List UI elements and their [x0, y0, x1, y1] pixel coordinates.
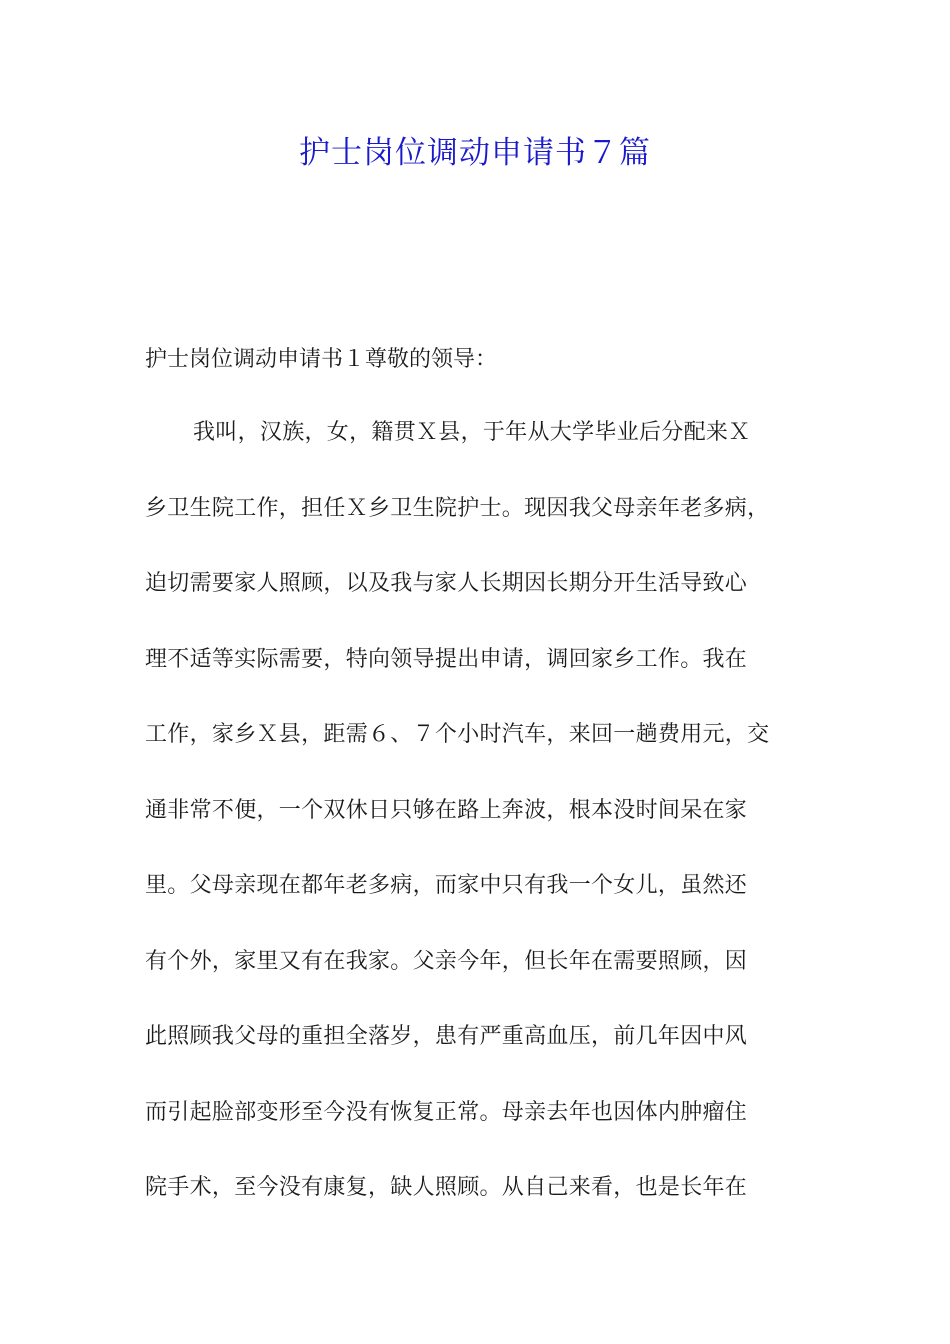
paragraph-line: 而引起脸部变形至今没有恢复正常。母亲去年也因体内肿瘤住	[145, 1099, 748, 1125]
paragraph-line: 有个外，家里又有在我家。父亲今年，但长年在需要照顾，因	[145, 948, 748, 974]
paragraph-line: 理不适等实际需要，特向领导提出申请，调回家乡工作。我在	[145, 646, 748, 672]
document-title: 护士岗位调动申请书７篇	[299, 135, 651, 171]
paragraph-line: 此照顾我父母的重担全落岁，患有严重高血压，前几年因中风	[145, 1024, 748, 1049]
paragraph-line: 院手术，至今没有康复，缺人照顾。从自己来看，也是长年在	[145, 1175, 748, 1200]
section-heading: 护士岗位调动申请书１尊敬的领导：	[145, 347, 498, 372]
paragraph-line: 迫切需要家人照顾，以及我与家人长期因长期分开生活导致心	[145, 571, 748, 596]
paragraph-line: 我叫，汉族，女，籍贯Ｘ县，于年从大学毕业后分配来Ｘ	[193, 420, 751, 445]
paragraph-line: 里。父母亲现在都年老多病，而家中只有我一个女儿，虽然还	[145, 873, 748, 898]
paragraph-line: 工作，家乡Ｘ县，距需６、７个小时汽车，来回一趟费用元，交	[145, 722, 770, 747]
paragraph-line: 乡卫生院工作，担任Ｘ乡卫生院护士。现因我父母亲年老多病，	[145, 495, 770, 521]
paragraph-line: 通非常不便，一个双休日只够在路上奔波，根本没时间呆在家	[145, 797, 748, 823]
body-paragraph	[145, 418, 815, 1249]
